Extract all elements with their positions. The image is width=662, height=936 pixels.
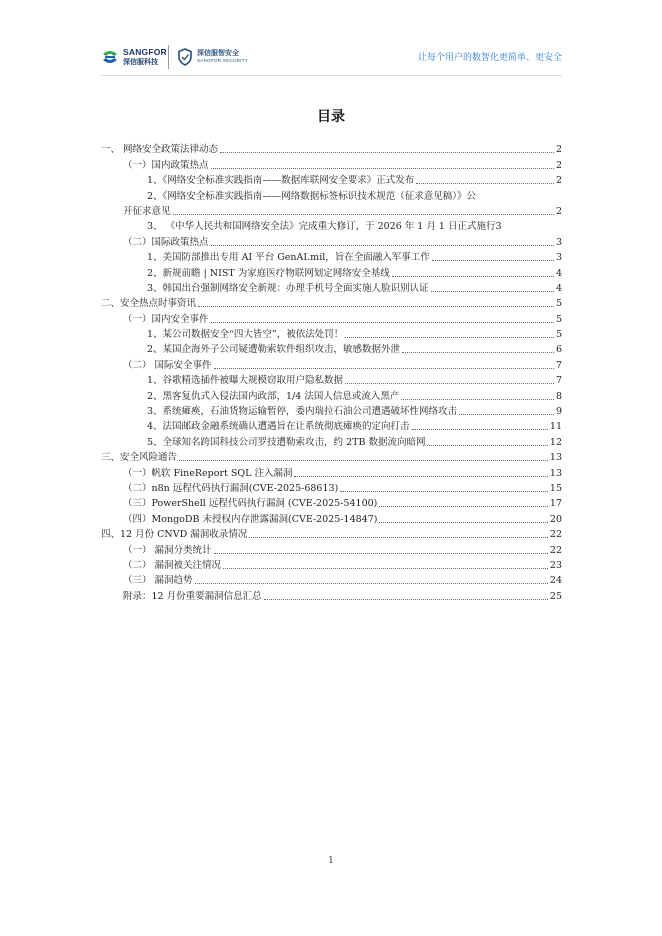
sangfor-logo (101, 46, 167, 68)
toc-leader (179, 460, 548, 461)
toc-leader (459, 414, 554, 415)
toc-entry[interactable] (101, 464, 562, 479)
toc-entry[interactable] (101, 172, 562, 187)
sangfor-security-logo (177, 48, 248, 66)
toc-entry-page: 6 (555, 344, 562, 356)
toc-entry[interactable] (101, 418, 562, 433)
brand2-name-cn: 深信服智安全 (197, 49, 239, 58)
toc-entry-label: 三、安全风险通告 (101, 452, 178, 464)
toc-leader (416, 183, 554, 184)
toc-entry[interactable] (101, 572, 562, 587)
toc-leader (402, 352, 554, 353)
toc-leader (379, 522, 547, 523)
toc-leader (345, 383, 554, 384)
toc-title: 目录 (317, 109, 345, 125)
toc-leader (379, 506, 548, 507)
toc-entry-page: 20 (549, 513, 562, 525)
toc-entry-page: 15 (549, 482, 562, 494)
toc-leader (294, 476, 547, 477)
toc-entry[interactable] (101, 141, 562, 156)
toc-entry-label: 1、美国防部推出专用 AI 平台 GenAI.mil，旨在全面融入军事工作 (147, 252, 430, 264)
toc-leader (392, 276, 554, 277)
toc-entry-page: 8 (555, 390, 562, 402)
toc-entry-page: 25 (549, 590, 562, 602)
toc-entry-label: 1、谷歌精选插件被曝大规模窃取用户隐私数据 (147, 375, 344, 387)
toc-entry[interactable] (101, 249, 562, 264)
toc-leader (427, 445, 547, 446)
toc-entry-page: 13 (549, 467, 562, 479)
toc-entry-page: 5 (555, 313, 562, 325)
toc-entry[interactable] (101, 187, 562, 202)
toc-leader (220, 152, 554, 153)
toc-entry[interactable] (101, 280, 562, 295)
toc-entry[interactable] (101, 557, 562, 572)
brand-name-en: SANGFOR (123, 47, 167, 58)
toc-entry-label: 1、某公司数据安全“四大皆空”，被依法处罚！ (147, 329, 344, 341)
toc-entry-label: （二）n8n 远程代码执行漏洞(CVE-2025-68613) (123, 482, 339, 494)
toc-entry[interactable] (101, 264, 562, 279)
toc-entry-page: 4 (555, 282, 562, 294)
toc-entry-page: 11 (549, 421, 562, 433)
toc-entry[interactable] (101, 449, 562, 464)
toc-entry-label: （一）帆软 FineReport SQL 注入漏洞 (123, 467, 293, 479)
toc-entry-page: 3 (555, 252, 562, 264)
toc-leader (198, 306, 554, 307)
toc-entry-page: 3 (495, 221, 502, 233)
sangfor-logo-icon (101, 48, 119, 66)
toc-entry[interactable] (101, 387, 562, 402)
toc-entry[interactable] (101, 541, 562, 556)
toc-entry-label: 3、韩国出台强制网络安全新规：办理手机号全面实施人脸识别认证 (147, 282, 429, 294)
toc-entry-label: （二）国际政策热点 (123, 236, 209, 248)
toc-entry-page: 3 (555, 236, 562, 248)
toc-leader (401, 399, 554, 400)
toc-entry-label: 3、 《中华人民共和国网络安全法》完成重大修订，于 2026 年 1 月 1 日正式施行 (147, 221, 496, 233)
shield-icon (177, 48, 193, 66)
toc-entry-label: （二） 漏洞被关注情况 (123, 559, 222, 571)
logo-divider (168, 45, 169, 69)
toc-entry-label: （三）PowerShell 远程代码执行漏洞 (CVE-2025-54100) (123, 498, 378, 510)
toc-entry[interactable] (101, 403, 562, 418)
toc-entry-page: 9 (555, 406, 562, 418)
toc-entry-page: 23 (549, 559, 562, 571)
toc-entry-label: 二、安全热点时事资讯 (101, 298, 197, 310)
page-header (0, 0, 662, 82)
toc-leader (211, 245, 554, 246)
toc-entry-label: 2、新规前瞻 | NIST 为家庭医疗物联网划定网络安全基线 (147, 267, 390, 279)
toc-entry-label: 5、全球知名跨国科技公司罗技遭勒索攻击，约 2TB 数据流向暗网 (147, 436, 426, 448)
page-number: 1 (328, 856, 334, 866)
header-divider (101, 75, 562, 76)
toc-entry-page: 7 (555, 375, 562, 387)
toc-leader (412, 429, 548, 430)
toc-leader (264, 599, 548, 600)
table-of-contents (101, 141, 562, 603)
toc-entry-page: 4 (555, 267, 562, 279)
toc-entry-page: 12 (549, 436, 562, 448)
toc-entry-label: （三） 漏洞趋势 (123, 575, 193, 587)
toc-entry-label: 4、法国邮政金融系统确认遭遇旨在让系统彻底瘫痪的定向打击 (147, 421, 410, 433)
toc-leader (431, 291, 554, 292)
toc-entry-label: 2、黑客复仇式入侵法国内政部，1/4 法国人信息或流入黑产 (147, 390, 400, 402)
toc-leader (214, 368, 554, 369)
toc-entry-page: 2 (555, 175, 562, 187)
toc-entry-page: 24 (549, 575, 562, 587)
toc-entry-label: （一）国内政策热点 (123, 159, 209, 171)
toc-entry-page: 13 (549, 452, 562, 464)
toc-entry-label: （二） 国际安全事件 (123, 359, 212, 371)
toc-entry-page: 2 (555, 159, 562, 171)
toc-entry[interactable] (101, 510, 562, 525)
toc-entry[interactable] (101, 356, 562, 371)
slogan: 让每个用户的数智化更简单、更安全 (417, 53, 562, 63)
toc-entry-page: 5 (555, 329, 562, 341)
toc-leader (195, 583, 548, 584)
toc-entry-page: 2 (555, 205, 562, 217)
toc-entry[interactable] (101, 295, 562, 310)
brand2-name-en: SANGFOR SECURITY (197, 58, 249, 64)
toc-entry-page: 7 (555, 359, 562, 371)
toc-entry[interactable] (101, 310, 562, 325)
toc-entry-label: （一） 漏洞分类统计 (123, 544, 212, 556)
toc-entry-page: 17 (549, 498, 562, 510)
toc-entry-label: 附录：12 月份重要漏洞信息汇总 (123, 590, 262, 602)
toc-entry[interactable] (101, 326, 562, 341)
toc-entry-page: 5 (555, 298, 562, 310)
toc-entry[interactable] (101, 433, 562, 448)
toc-entry[interactable] (101, 587, 562, 602)
toc-entry[interactable] (101, 495, 562, 510)
toc-entry-continued[interactable] (101, 203, 562, 218)
toc-entry-label: （四）MongoDB 未授权内存泄露漏洞(CVE-2025-14847) (123, 513, 378, 525)
toc-leader (173, 214, 554, 215)
toc-entry-label: 四、12 月份 CNVD 漏洞收录情况 (101, 529, 248, 541)
toc-leader (214, 553, 548, 554)
toc-entry-label: 2、某国企海外子公司疑遭勒索软件组织攻击，敏感数据外泄 (147, 344, 401, 356)
toc-entry[interactable] (101, 218, 562, 233)
toc-entry[interactable] (101, 341, 562, 356)
toc-entry-label: 一、 网络安全政策法律动态 (101, 144, 219, 156)
toc-entry[interactable] (101, 233, 562, 248)
toc-entry[interactable] (101, 156, 562, 171)
toc-leader (211, 168, 554, 169)
toc-entry[interactable] (101, 526, 562, 541)
toc-entry[interactable] (101, 480, 562, 495)
toc-entry-label: 1、《网络安全标准实践指南——数据库联网安全要求》正式发布 (147, 175, 415, 187)
toc-leader (249, 537, 548, 538)
toc-entry-page: 22 (549, 529, 562, 541)
toc-entry-label: 3、系统瘫痪，石油货物运输暂停，委内瑞拉石油公司遭遇破坏性网络攻击 (147, 406, 458, 418)
toc-leader (432, 260, 554, 261)
toc-entry-label: （一）国内安全事件 (123, 313, 209, 325)
toc-entry-label-cont: 开征求意见 (123, 205, 171, 217)
toc-leader (211, 322, 554, 323)
toc-entry-label: 2、《网络安全标准实践指南——网络数据标签标识技术规范（征求意见稿）》公 (147, 190, 477, 202)
toc-entry-page: 22 (549, 544, 562, 556)
toc-leader (223, 568, 548, 569)
brand-name-cn: 深信服科技 (123, 57, 158, 66)
toc-leader (340, 491, 548, 492)
toc-leader (345, 337, 554, 338)
toc-entry[interactable] (101, 372, 562, 387)
toc-entry-page: 2 (555, 144, 562, 156)
